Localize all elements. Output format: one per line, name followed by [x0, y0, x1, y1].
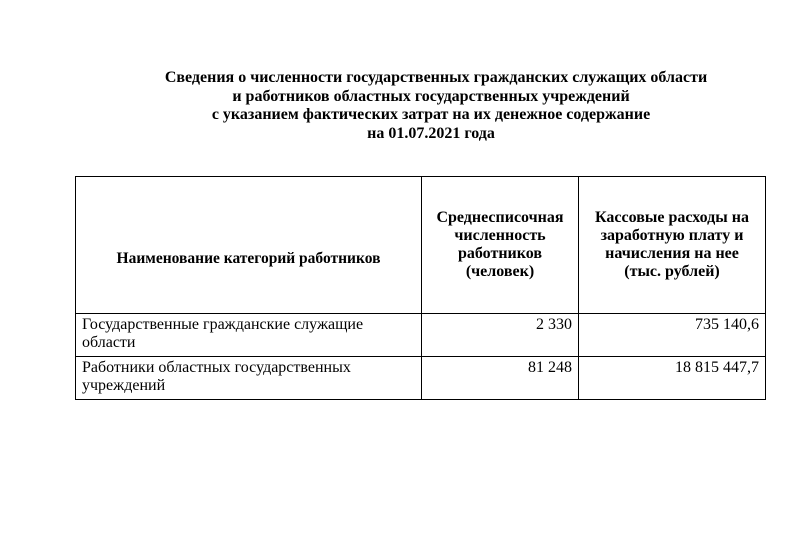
table-row — [76, 357, 766, 400]
row-headcount: 81 248 — [422, 357, 579, 400]
row-headcount: 2 330 — [422, 314, 579, 357]
table-header-row — [76, 177, 766, 314]
staff-expenses-table — [75, 176, 766, 400]
title-line-4: на 01.07.2021 года — [367, 124, 495, 142]
row-category-name: Государственные гражданские служащие области — [76, 314, 422, 357]
row-expenses: 735 140,6 — [579, 314, 766, 357]
table-row — [76, 314, 766, 357]
title-line-3: с указанием фактических затрат на их денежное содержание — [211, 106, 651, 123]
title-line-2: и работников областных государственных учреждений — [232, 87, 630, 105]
row-category-name: Работники областных государственных учреждений — [76, 357, 422, 400]
header-average-headcount: Среднесписочная численность работников (человек) — [422, 177, 579, 314]
title-line-1: Сведения о численности государственных гражданских служащих области — [164, 69, 708, 86]
document-title — [75, 69, 787, 143]
header-cash-expenses: Кассовые расходы на заработную плату и начисления на нее (тыс. рублей) — [579, 177, 766, 314]
header-category-name: Наименование категорий работников — [76, 177, 422, 314]
row-expenses: 18 815 447,7 — [579, 357, 766, 400]
